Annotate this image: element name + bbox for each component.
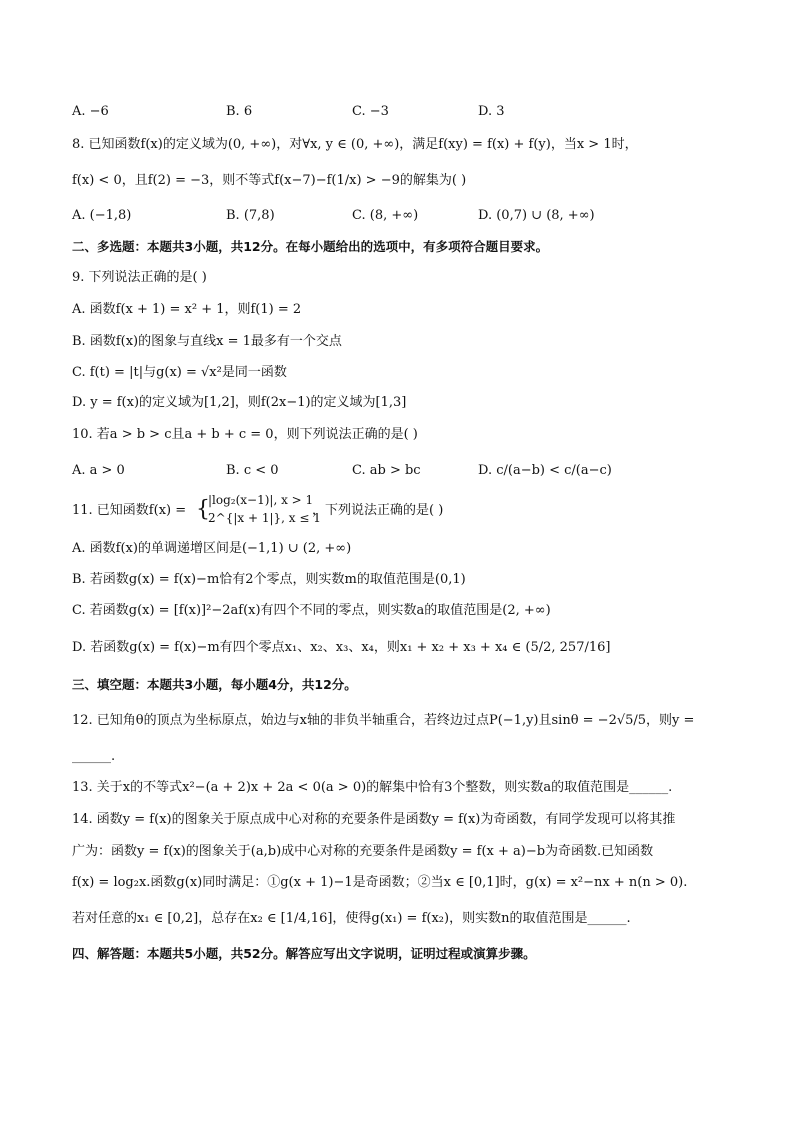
q7-option-b: B. 6 — [226, 104, 253, 119]
q9-option-c: C. f(t) = |t|与g(x) = √x²是同一函数 — [72, 365, 287, 380]
q10-stem: 10. 若a > b > c且a + b + c = 0，则下列说法正确的是( ) — [72, 427, 418, 442]
q10-option-d: D. c/(a−b) < c/(a−c) — [478, 463, 612, 478]
q11-brace: { — [196, 497, 210, 522]
q11-case-1: |log₂(x−1)|, x > 1 — [208, 493, 314, 507]
q13-stem: 13. 关于x的不等式x²−(a + 2)x + 2a < 0(a > 0)的解集中恰有3个整数，则实数a的取值范围是______. — [72, 780, 673, 795]
q11-option-d: D. 若函数g(x) = f(x)−m有四个零点x₁、x₂、x₃、x₄，则x₁ + x₂ + x₃ + x₄ ∈ (5/2, 257/16] — [72, 640, 611, 655]
q11-stem-suffix: ，下列说法正确的是( ) — [312, 503, 444, 518]
q10-option-a: A. a > 0 — [72, 463, 125, 478]
q10-option-b: B. c < 0 — [226, 463, 279, 478]
q11-option-b: B. 若函数g(x) = f(x)−m恰有2个零点，则实数m的取值范围是(0,1) — [72, 572, 466, 587]
q14-line-2: 广为：函数y = f(x)的图象关于(a,b)成中心对称的充要条件是函数y = f(x + a)−b为奇函数.已知函数 — [72, 844, 654, 859]
q9-option-d: D. y = f(x)的定义域为[1,2]，则f(2x−1)的定义域为[1,3] — [72, 395, 407, 410]
q12-line-1: 12. 已知角θ的顶点为坐标原点，始边与x轴的非负半轴重合，若终边过点P(−1,y)且sinθ = −2√5/5，则y = — [72, 713, 695, 728]
q7-option-a: A. −6 — [72, 104, 109, 119]
q11-option-c: C. 若函数g(x) = [f(x)]²−2af(x)有四个不同的零点，则实数a的取值范围是(2, +∞) — [72, 603, 551, 618]
q12-line-2: ______. — [72, 749, 116, 764]
section-3-heading: 三、填空题：本题共3小题，每小题4分，共12分。 — [72, 677, 357, 692]
q8-option-c: C. (8, +∞) — [352, 208, 419, 223]
q11-case-2: 2^{|x + 1|}, x ≤ 1 — [208, 511, 321, 525]
q14-line-4: 若对任意的x₁ ∈ [0,2]，总存在x₂ ∈ [1/4,16]，使得g(x₁) = f(x₂)，则实数n的取值范围是______. — [72, 911, 631, 926]
q10-option-c: C. ab > bc — [352, 463, 421, 478]
q11-option-a: A. 函数f(x)的单调递增区间是(−1,1) ∪ (2, +∞) — [72, 541, 352, 556]
q8-option-a: A. (−1,8) — [72, 208, 132, 223]
q8-option-d: D. (0,7) ∪ (8, +∞) — [478, 208, 595, 223]
section-2-heading: 二、多选题：本题共3小题，共12分。在每小题给出的选项中，有多项符合题目要求。 — [72, 239, 549, 254]
q7-option-d: D. 3 — [478, 104, 505, 119]
q14-line-3: f(x) = log₂x.函数g(x)同时满足：①g(x + 1)−1是奇函数；②当x ∈ [0,1]时，g(x) = x²−nx + n(n > 0). — [72, 875, 688, 890]
q11-stem-prefix: 11. 已知函数f(x) = — [72, 503, 187, 518]
q9-option-b: B. 函数f(x)的图象与直线x = 1最多有一个交点 — [72, 334, 342, 349]
q8-option-b: B. (7,8) — [226, 208, 275, 223]
q8-line-2: f(x) < 0，且f(2) = −3，则不等式f(x−7)−f(1/x) > −9的解集为( ) — [72, 173, 467, 188]
q9-option-a: A. 函数f(x + 1) = x² + 1，则f(1) = 2 — [72, 302, 302, 317]
q14-line-1: 14. 函数y = f(x)的图象关于原点成中心对称的充要条件是函数y = f(x)为奇函数，有同学发现可以将其推 — [72, 812, 676, 827]
q7-option-c: C. −3 — [352, 104, 389, 119]
section-4-heading: 四、解答题：本题共5小题，共52分。解答应写出文字说明，证明过程或演算步骤。 — [72, 946, 536, 961]
q9-stem: 9. 下列说法正确的是( ) — [72, 270, 207, 285]
q8-line-1: 8. 已知函数f(x)的定义域为(0, +∞)，对∀x, y ∈ (0, +∞)，满足f(xy) = f(x) + f(y)，当x > 1时， — [72, 137, 638, 152]
